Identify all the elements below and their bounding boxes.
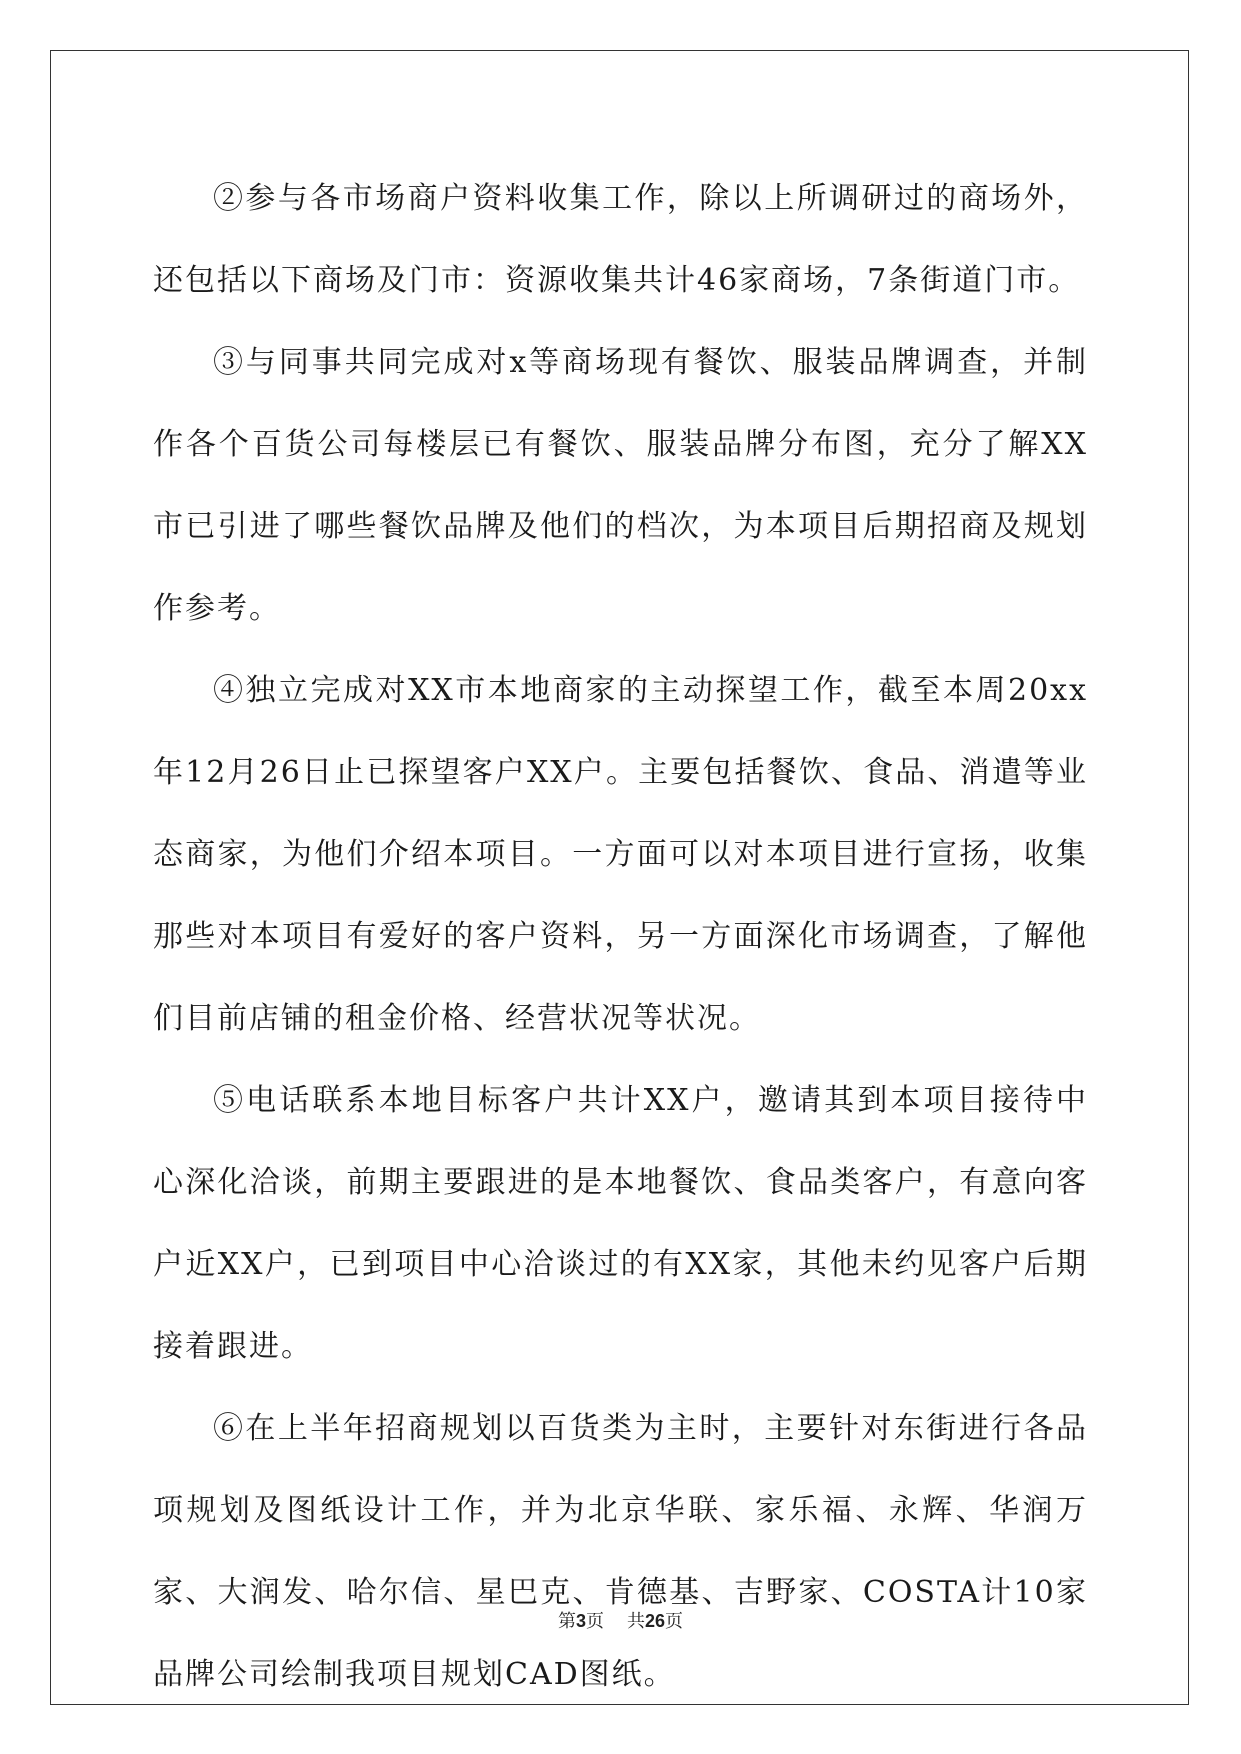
paragraph-4: ④独立完成对XX市本地商家的主动探望工作，截至本周20xx年12月26日止已探望客户XX户。主要包括餐饮、食品、消遣等业态商家，为他们介绍本项目。一方面可以对本项目进行宣扬，收集那些对本项目有爱好的客户资料，另一方面深化市场调查，了解他们目前店铺的租金价格、经营状况等状况。 (153, 673, 1088, 1036)
paragraph-3: ③与同事共同完成对x等商场现有餐饮、服装品牌调查，并制作各个百货公司每楼层已有餐饮、服装品牌分布图，充分了解XX市已引进了哪些餐饮品牌及他们的档次，为本项目后期招商及规划作参考。 (153, 345, 1088, 626)
paragraph-6: ⑥在上半年招商规划以百货类为主时，主要针对东街进行各品项规划及图纸设计工作，并为北京华联、家乐福、永辉、华润万家、大润发、哈尔信、星巴克、肯德基、吉野家、COSTA计10家品牌公司绘制我项目规划CAD图纸。 (153, 1411, 1088, 1692)
page-number: 3 (576, 1611, 587, 1631)
page-footer (0, 1609, 1241, 1634)
page-suffix: 页 (586, 1611, 605, 1632)
total-pages: 26 (644, 1611, 665, 1631)
total-suffix: 页 (664, 1611, 683, 1632)
page-prefix: 第 (558, 1611, 577, 1632)
paragraph-5: ⑤电话联系本地目标客户共计XX户，邀请其到本项目接待中心深化洽谈，前期主要跟进的是本地餐饮、食品类客户，有意向客户近XX户，已到项目中心洽谈过的有XX家，其他未约见客户后期接着跟进。 (153, 1083, 1088, 1364)
document-body (153, 158, 1088, 1716)
total-prefix: 共 (626, 1611, 645, 1632)
paragraph-2: ②参与各市场商户资料收集工作，除以上所调研过的商场外，还包括以下商场及门市：资源收集共计46家商场，7条街道门市。 (153, 181, 1088, 298)
